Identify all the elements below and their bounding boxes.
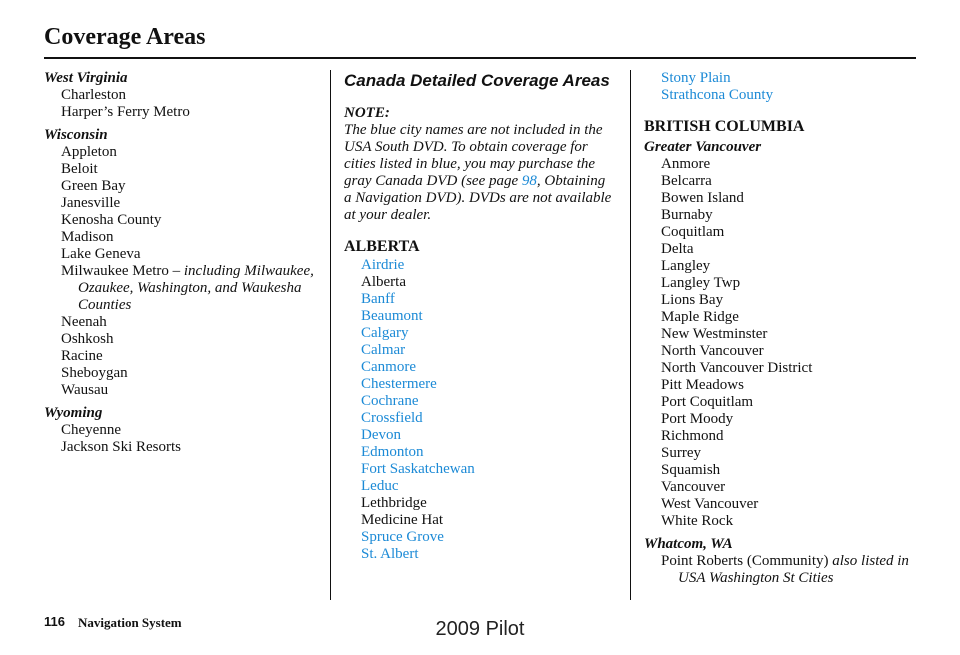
city-item: Calgary (361, 325, 409, 341)
city-item: Racine (61, 348, 103, 364)
city-item: Cochrane (361, 393, 419, 409)
city-item: Airdrie (361, 257, 405, 273)
city-item: Neenah (61, 314, 107, 330)
city-item-milwaukee (44, 263, 314, 314)
city-item: Beloit (61, 161, 98, 177)
city-item: Edmonton (361, 444, 424, 460)
page-title: Coverage Areas (44, 24, 206, 50)
city-item: Devon (361, 427, 401, 443)
column-2 (344, 70, 616, 563)
column-divider (630, 70, 631, 600)
note-text-after: , Obtaining a Navigation DVD). DVDs are not available at your dealer. (344, 173, 612, 223)
city-item: Crossfield (361, 410, 423, 426)
city-item: New Westminster (661, 326, 768, 342)
city-item: Charleston (61, 87, 126, 103)
city-item: Richmond (661, 428, 724, 444)
bc-city-list (644, 156, 934, 530)
watermark: 2009 Pilot (435, 618, 525, 640)
city-name: Point Roberts (Community) (661, 553, 829, 569)
region-heading-greater-vancouver: Greater Vancouver (644, 139, 762, 155)
city-item: Lions Bay (661, 292, 724, 308)
city-item: Burnaby (661, 207, 713, 223)
city-item: Port Coquitlam (661, 394, 754, 410)
city-item: Belcarra (661, 173, 712, 189)
city-item: Chestermere (361, 376, 437, 392)
state-heading-wisconsin: Wisconsin (44, 127, 108, 143)
city-item: Bowen Island (661, 190, 744, 206)
column-divider (330, 70, 331, 600)
city-item: Vancouver (661, 479, 726, 495)
city-item: Sheboygan (61, 365, 128, 381)
city-item: Canmore (361, 359, 416, 375)
city-item: Squamish (661, 462, 721, 478)
note-label: NOTE: (344, 105, 390, 121)
dash: – (168, 263, 184, 279)
city-item: Leduc (361, 478, 399, 494)
city-item: Oshkosh (61, 331, 114, 347)
city-item: Cheyenne (61, 422, 121, 438)
city-note: also listed in USA Washington St Cities (678, 553, 909, 586)
city-item: Banff (361, 291, 395, 307)
city-item: Spruce Grove (361, 529, 444, 545)
region-heading-whatcom: Whatcom, WA (644, 536, 733, 552)
column-1 (44, 70, 314, 456)
city-item: Coquitlam (661, 224, 725, 240)
page-number: 116 (44, 614, 65, 629)
city-item: Surrey (661, 445, 701, 461)
city-item: Calmar (361, 342, 406, 358)
note-text (344, 122, 616, 224)
city-note: including Milwaukee, Ozaukee, Washington, and Waukesha Counties (78, 263, 314, 313)
city-item: Delta (661, 241, 694, 257)
city-item-point-roberts (644, 553, 934, 587)
city-item: Alberta (361, 274, 406, 290)
city-item: St. Albert (361, 546, 419, 562)
city-item: Janesville (61, 195, 121, 211)
city-item: Medicine Hat (361, 512, 444, 528)
city-item: Green Bay (61, 178, 126, 194)
city-item: Lake Geneva (61, 246, 141, 262)
city-item: Lethbridge (361, 495, 427, 511)
state-heading-wyoming: Wyoming (44, 405, 103, 421)
city-item: West Vancouver (661, 496, 759, 512)
city-item: Anmore (661, 156, 711, 172)
city-item: Beaumont (361, 308, 423, 324)
city-item: Strathcona County (661, 87, 774, 103)
city-item: Langley (661, 258, 711, 274)
province-heading-alberta: ALBERTA (344, 238, 420, 255)
city-item: White Rock (661, 513, 734, 529)
city-item: North Vancouver District (661, 360, 813, 376)
city-item: North Vancouver (661, 343, 764, 359)
city-item: Jackson Ski Resorts (61, 439, 181, 455)
title-rule (44, 57, 916, 59)
section-heading-canada: Canada Detailed Coverage Areas (344, 71, 610, 90)
column-3 (644, 70, 934, 587)
city-item: Fort Saskatchewan (361, 461, 475, 477)
city-item: Wausau (61, 382, 109, 398)
city-item: Appleton (61, 144, 117, 160)
city-item: Madison (61, 229, 114, 245)
city-item: Harper’s Ferry Metro (61, 104, 190, 120)
city-item: Stony Plain (661, 70, 731, 86)
alberta-city-list (344, 257, 616, 563)
city-item: Port Moody (661, 411, 734, 427)
page-link[interactable]: 98 (521, 173, 537, 189)
city-item: Langley Twp (661, 275, 741, 291)
state-heading-west-virginia: West Virginia (44, 70, 128, 86)
city-item: Kenosha County (61, 212, 162, 228)
city-item: Pitt Meadows (661, 377, 744, 393)
note-text-before: The blue city names are not included in the USA South DVD. To obtain coverage for cities listed in blue, you may purchase the gray Canada DVD (see page (344, 122, 603, 189)
footer-label: Navigation System (78, 615, 182, 630)
province-heading-british-columbia: BRITISH COLUMBIA (644, 118, 805, 135)
city-name: Milwaukee Metro (61, 263, 169, 279)
city-item: Maple Ridge (661, 309, 739, 325)
